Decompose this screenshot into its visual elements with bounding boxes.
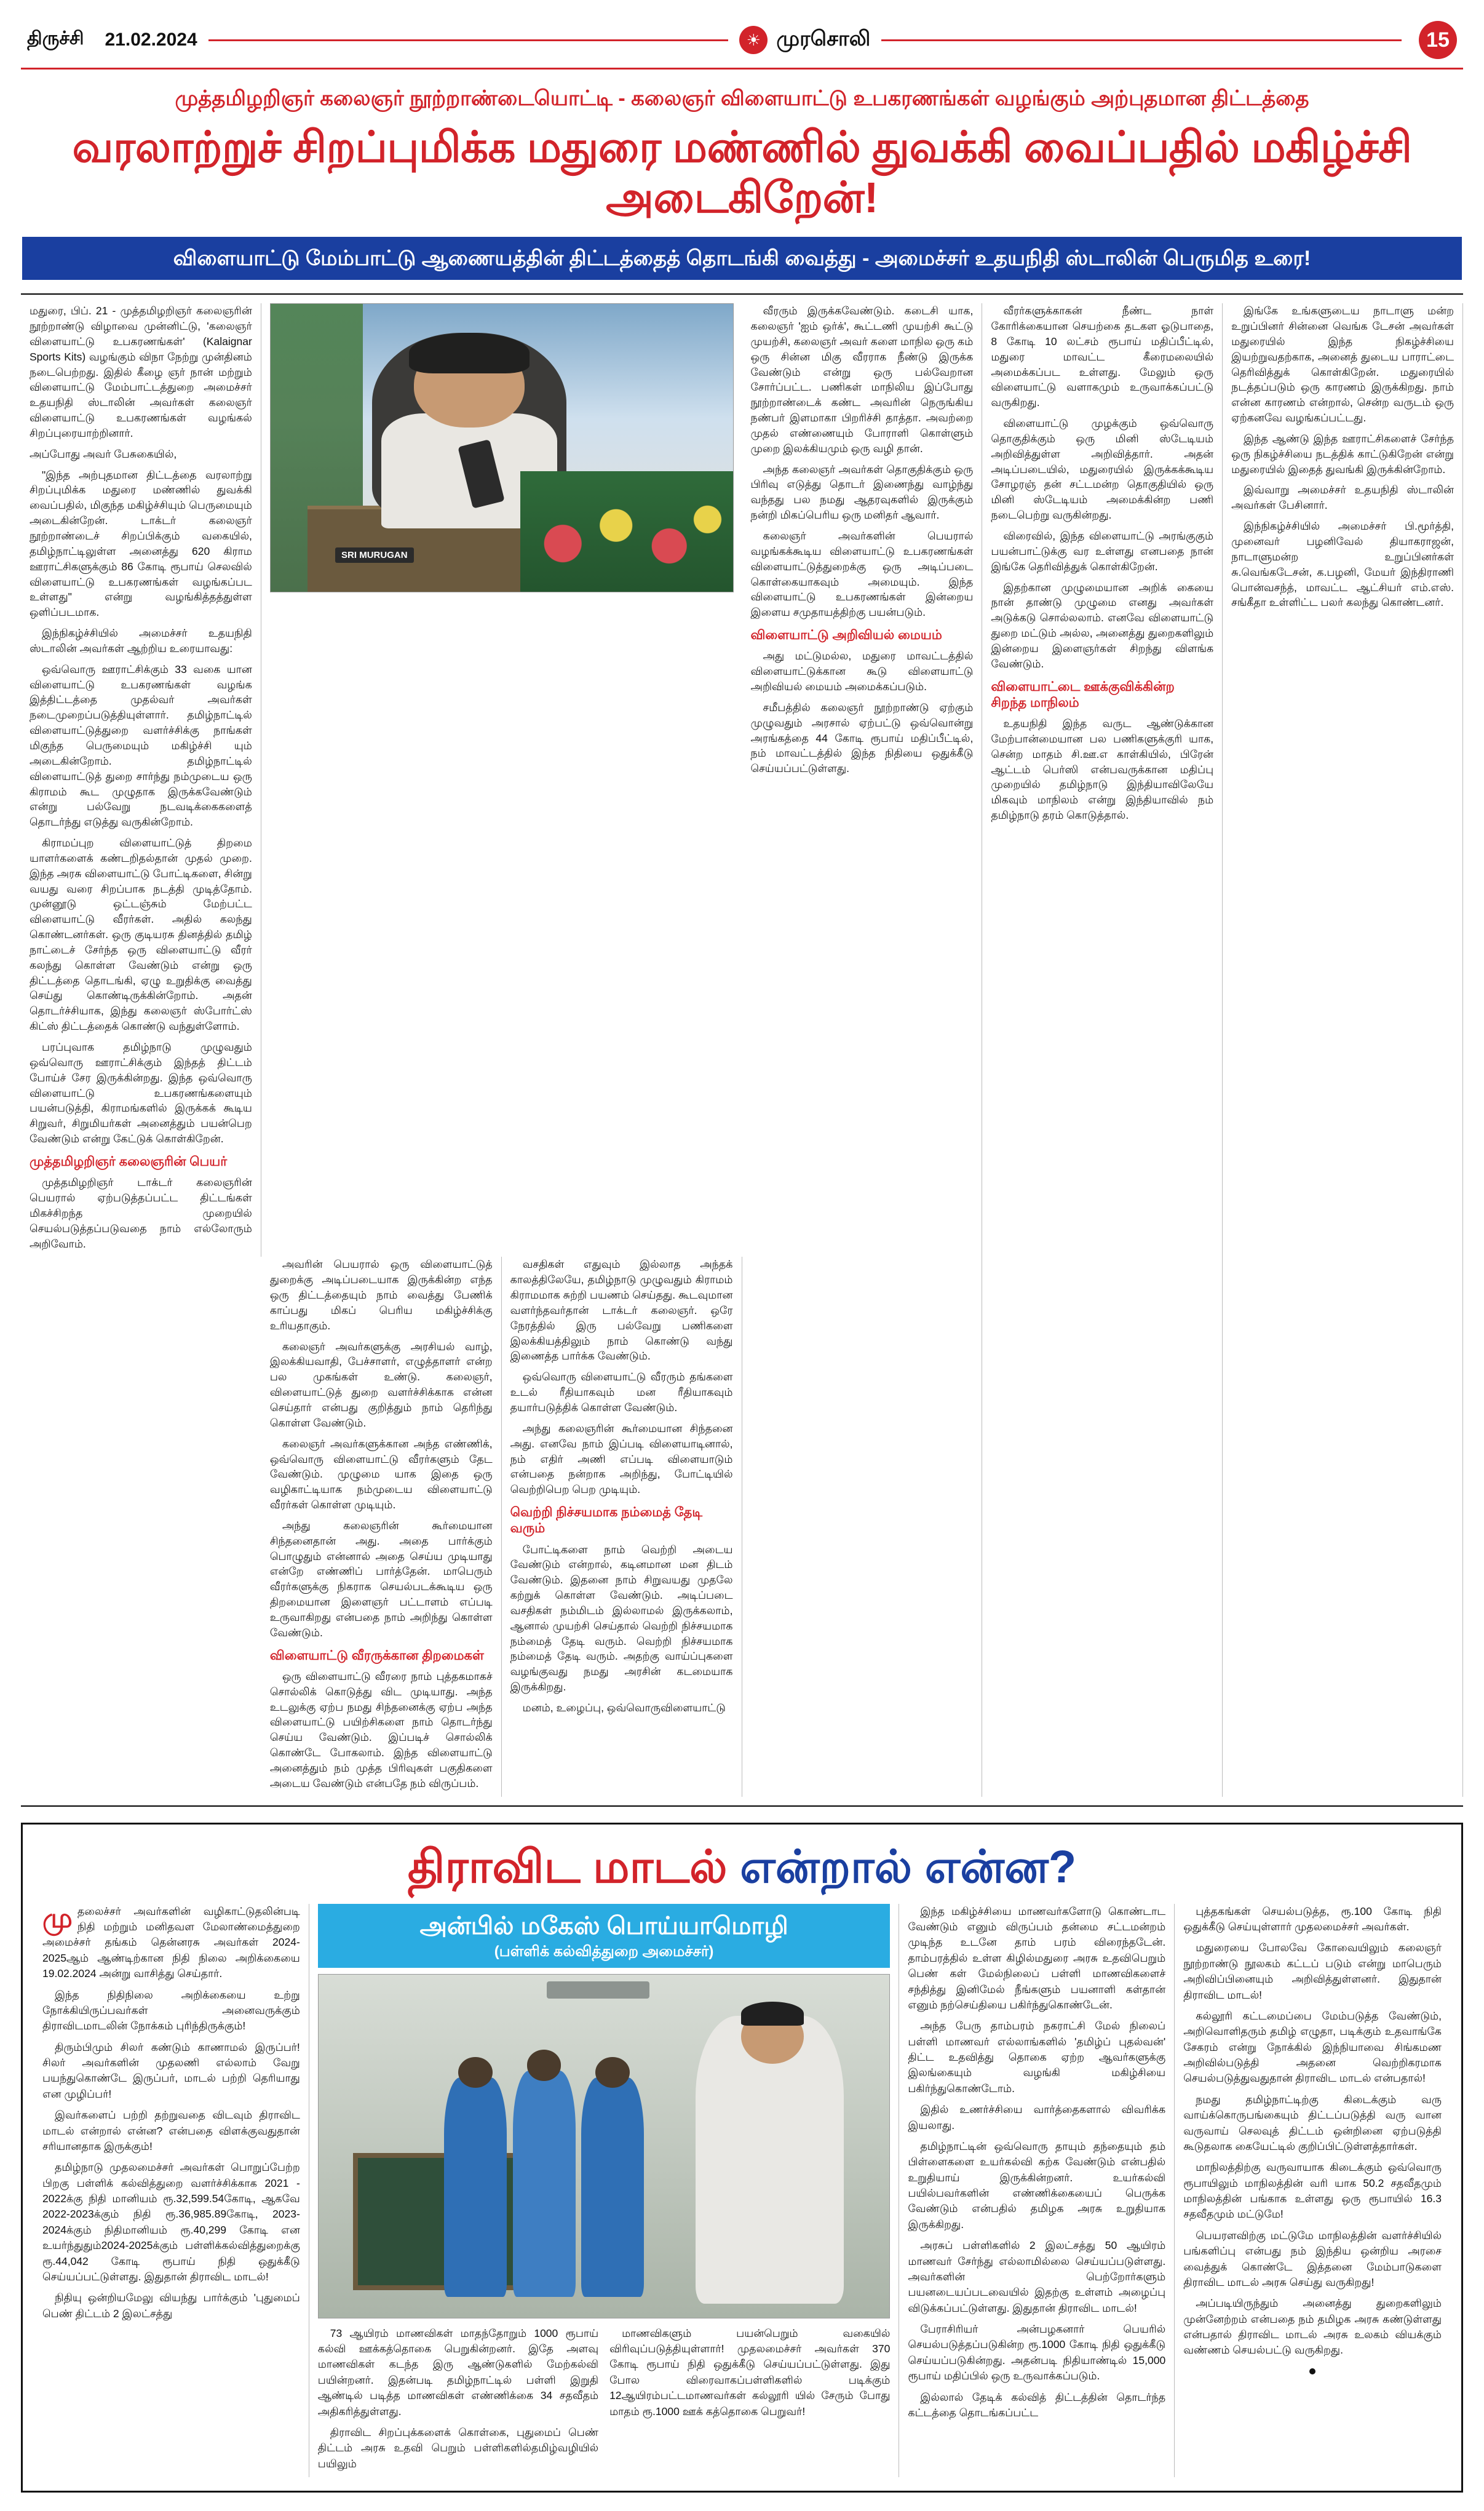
student-figure bbox=[513, 2071, 576, 2297]
feature-column-2 bbox=[309, 1904, 900, 2477]
feature-article bbox=[21, 1823, 1463, 2493]
article-column-3 bbox=[502, 1257, 742, 1796]
paper-name: முரசொலி bbox=[776, 26, 871, 50]
paragraph: அது மட்டுமல்ல, மதுரை மாவட்டத்தில் விளையாட்டுக்கான கூடு விளையாட்டு அறிவியல் மையம் அமைக்கப்படும். bbox=[750, 650, 974, 693]
paragraph: விளையாட்டு முழக்கும் ஒவ்வொரு தொகுதிக்கும் ஒரு மினி ஸ்டேடியம் அறிவித்துள்ள அறிவித்தார். அதன் அடிப்படையில், மதுரையில் இருக்கக்கூடிய சோழரஞ் தன் சட்டமன்ற தொகுதியில் ஒரு மினி ஸ்டேடியம் அமைக்கின்ற பணி நடைபெற்று வருகின்றது. bbox=[991, 417, 1214, 522]
end-mark-icon bbox=[1309, 2368, 1315, 2374]
paragraph: கல்லூரி கட்டமைப்பை மேம்படுத்த வேண்டும், அறிவொளிதரும் தமிழ் எழுதா, படிக்கும் உதவாங்கே சேகரம் என்று நோக்கில் இந்நியாவை சிங்கமண அறிவில்படுத்தி அதனை வெற்றிகரமாக செயல்படுத்துவதுதான் திராவிட மாடல் என்பதால்! bbox=[1183, 2009, 1442, 2085]
photo-badge-text: SRI MURUGAN bbox=[335, 547, 414, 563]
paragraph: இந்த நிதிநிலை அறிக்கையை உற்று நோக்கியிருப்பவர்கள் அனைவருக்கும் திராவிடமாடலின் நோக்கம் புரிந்திருக்கும்! bbox=[42, 1988, 300, 2032]
feature-title-part1: திராவிட மாடல் bbox=[407, 1840, 728, 1892]
paragraph: முதலைச்சர் அவர்களின் வழிகாட்டுதலின்படி நிதி மற்றும் மனிதவள மேலாண்மைத்துறை அமைச்சர் தங்கம் தென்னரசு அவர்கள் 2024-2025ஆம் ஆண்டிற்கான நிதி நிலை அறிக்கையை 19.02.2024 அன்று வாசித்து செய்தார். bbox=[42, 1903, 300, 1980]
page-number-badge: 15 bbox=[1419, 21, 1457, 59]
paragraph: அரசுப் பள்ளிகளில் 2 இலட்சத்து 50 ஆயிரம் மாணவர் சேர்ந்து எல்லாமில்லை செய்யப்படுள்ளது. அவர்களின் பெற்றோர்களும் பயனடையப்படவையில் இதற்கு உள்ளம் அழைப்பு விடுக்கப்பட்டுள்ளது. இதுதான் திராவிட மாடல்! bbox=[908, 2239, 1166, 2314]
masthead-center bbox=[739, 26, 870, 54]
subheading: விளையாட்டு அறிவியல் மையம் bbox=[750, 628, 942, 643]
feature-columns bbox=[34, 1904, 1450, 2477]
paragraph: அப்போது அவர் பேசுகையில், bbox=[30, 447, 177, 460]
masthead-rule-right bbox=[881, 39, 1402, 41]
paragraph: திராவிட சிறப்புக்களைக் கொள்கை, புதுமைப் பெண் திட்டம் அரசு உதவி பெறும் பள்ளிகளில்தமிழ்வழியில் பயிலும் bbox=[317, 2425, 599, 2470]
paragraph: இந்த மகிழ்ச்சியை மாணவர்களோடு கொண்டாட வேண்டும் எனும் விருப்பம் தன்மை சட்டமன்றம் முடிந்த உடனே தாம் பரம் விரைந்தடேன். தாம்பரத்தில் உள்ள கிழில்மதுரை அரசு உதவிபெறும் பெண் கள் மேல்நிலைப் பள்ளி மாணவிகளைச் சந்தித்து இனிமேல் நீங்களும் பயனாளி கள்தான் எனும் நற்செய்தியை பகிர்ந்துகொண்டேன். bbox=[908, 1904, 1166, 2011]
paragraph: அந்த கலைஞர் அவர்கள் தொகுதிக்கும் ஒரு பிரிவு எடுத்து தொடர் இணைந்து வாழ்ந்து வந்தது பல நமது ஆதரவுகளில் இருக்கும் நன்றி மிகப்பெரிய ஒரு மனிதர் ஆவார். bbox=[750, 463, 974, 522]
dateline-paragraph: மதுரை, பிப். 21 - முத்தமிழறிஞர் கலைஞரின் நூற்றாண்டு விழாவை முன்னிட்டு, 'கலைஞர் விளையாட்டு உபகரணங்கள்' (Kalaignar Sports Kits) வழங்கும் விநா நேற்று முன்தினம் நடைபெற்றது. இதில் கீழை ஞர் நான் மற்றும் விளையாட்டு மேம்பாட்டத்துறை அமைச்சர் உதயநிதி ஸ்டாலின் அவர்கள் கலைஞர் விளையாட்டு உபகரணங்கள் வழங்கல் சிறப்புரையாற்றினார். bbox=[30, 304, 252, 439]
paragraph: இந்த ஆண்டு இந்த ஊராட்சிகளைச் சேர்ந்த ஒரு நிகழ்ச்சியை நடத்திக் காட்டுகிறேன் என்று மதுரையில் இதைத் துவங்கி இருக்கின்றோம். bbox=[1231, 432, 1454, 476]
paragraph: அந்து கலைஞரின் கூர்மையான சிந்தனை அது. எனவே நாம் இப்படி விளையாடினால், நம் எதிர் அணி எப்படி விளையாடும் என்பதை நன்றாக அறிந்து, போட்டியில் வெற்றிபெற பெற முடியும். bbox=[510, 1422, 733, 1496]
subheading: முத்தமிழறிஞர் கலைஞரின் பெயர் bbox=[30, 1154, 228, 1169]
masthead-left bbox=[27, 28, 197, 52]
feature-column-1 bbox=[34, 1904, 309, 2477]
paragraph: இங்கே உங்களுடைய நாடாளு மன்ற உறுப்பினர் சின்னை வெங்க டேசன் அவர்கள் மதுரையில் இந்த நிகழ்ச்சியை இயற்றுவதற்காக, அனைத் துடைய பாராட்டை தெரிவித்துக் கொள்கிறேன். மதுரையில் நடத்தப்படும் ஒரு காரணம் இருக்கிறது. நாம் என்ன காரணம் என்றால், சென்ற வருடம் ஒரு ஏற்கனவே வழங்கப்பட்டது. bbox=[1231, 304, 1454, 424]
feature-column-4 bbox=[1175, 1904, 1450, 2477]
paragraph: நிதியு ஒன்றியமேலு வியந்து பார்க்கும் 'புதுமைப் பெண் திட்டம் 2 இலட்சத்து bbox=[42, 2291, 300, 2320]
article-column-5 bbox=[982, 303, 1223, 1796]
paragraph: ஒரு விளையாட்டு வீரரை நாம் புத்தகமாகச் சொல்லிக் கொடுத்து விட முடியாது. அந்த உடலுக்கு ஏற்ப நமது சிந்தனைக்கு ஏற்ப அந்த விளையாட்டு பயிற்சிகளை நாம் தொடர்ந்து செய்ய வேண்டும். இப்படிச் சொல்லிக் கொண்டே போகலாம். இந்த விளையாட்டு அனைத்தும் நம் முத்த பிரிவுகள் பகுதிகளை அடைய வேண்டும் என்பதே நம் விருப்பம். bbox=[269, 1669, 493, 1789]
paragraph: போட்டிகளை நாம் வெற்றி அடைய வேண்டும் என்றால், கடினமான மன திடம் வேண்டும். இதனை நாம் சிறுவயது முதலே கற்றுக் கொள்ள வேண்டும். அடிப்படை வசதிகள் நம்மிடம் இல்லாமல் இருக்கலாம், ஆனால் முயற்சி செய்தால் வெற்றி நிச்சயமாக நம்மைத் தேடி வரும். வெற்றி நிச்சயமாக நம்மைத் தேடி வரும். அதற்கு வாய்ப்புகளை வழங்குவது நமது அரசின் கடமையாக இருக்கிறது. bbox=[510, 1543, 733, 1693]
article-column-1-continued bbox=[21, 1257, 261, 1796]
paragraph: தமிழ்நாட்டின் ஒவ்வொரு தாயும் தந்தையும் தம் பிள்ளைகளை உயர்கல்வி கற்க வேண்டும் என்பதில் உறுதியாய் இருக்கின்றனர். உயர்கல்வி பயில்பவர்களின் எண்ணிக்கையைப் பெருக்க வேண்டும் என்பதில் தமிழக அரசு உறுதியாக இருக்கிறது. bbox=[908, 2139, 1166, 2230]
paragraph: மாநிலத்திற்கு வருவாயாக கிடைக்கும் ஒவ்வொரு ரூபாயிலும் மாநிலத்தின் வரி யாக 50.2 சதவீதமும் மாநிலத்தின் பங்காக உள்ளது ஒரு ரூபாயில் 16.3 சதவீதமும் மட்டுமே! bbox=[1183, 2161, 1442, 2221]
paragraph: திரும்பிமும் சிலர் கண்டும் காணாமல் இருப்பர்! சிலர் அவர்களின் முதலணி எல்லாம் வேறு பயந்துகொண்டே இருப்பர், மாடல் பற்றி தெரியாது என முழிப்பர்! bbox=[42, 2040, 300, 2100]
speaker-hair bbox=[409, 333, 529, 373]
sun-emblem-icon: ☀ bbox=[739, 26, 768, 54]
paragraph: விரைவில், இந்த விளையாட்டு அரங்குகும் பயன்பாட்டுக்கு வர உள்ளது எனபதை நான் இங்கே தெரிவித்துக் கொள்கிறேன். bbox=[991, 530, 1214, 573]
lead-headline: வரலாற்றுச் சிறப்புமிக்க மதுரை மண்ணில் துவக்கி வைப்பதில் மகிழ்ச்சி அடைகிறேன்! bbox=[72, 122, 1412, 222]
paragraph: இல்லால் தேடிக் கல்வித் திட்டத்தின் தொடர்ந்த கட்டத்தை தொடங்கப்பட்ட bbox=[908, 2390, 1166, 2419]
feature-subcolumn-left bbox=[318, 2326, 598, 2477]
paragraph: இதில் உணர்ச்சியை வார்த்தைகளால் விவரிக்க இயலாது. bbox=[908, 2103, 1166, 2131]
article-column-6 bbox=[1223, 303, 1463, 1796]
paragraph: முத்தமிழறிஞர் டாக்டர் கலைஞரின் பெயரால் ஏற்படுத்தப்பட்ட திட்டங்கள் மிகச்சிறந்த முறையில் செயல்படுத்தப்படுவதை நாம் எல்லோரும் அறிவோம். bbox=[30, 1176, 252, 1250]
feature-photo-subcolumns bbox=[318, 2326, 891, 2477]
feature-title-part2: என்றால் என்ன? bbox=[740, 1840, 1077, 1892]
paragraph: புத்தகங்கள் செயல்படுத்த, ரூ.100 கோடி நிதி ஒதுக்கீடு செய்யுள்ளார் முதலமைச்சர் அவர்கள். bbox=[1183, 1904, 1442, 1933]
paragraph: கலைஞர் அவர்களின் பெயரால் வழங்கக்கூடிய விளையாட்டு உபகரணங்கள் விளையாட்டுத்துறைக்கு ஒரு அடிப்படை கொள்கையாகவும் அமையும். இந்த விளையாட்டு உபகரணங்கள் இன்றைய இளைய சமுதாயத்திற்கு பயன்படும். bbox=[750, 530, 974, 619]
paragraph: அவரின் பெயரால் ஒரு விளையாட்டுத் துறைக்கு அடிப்படையாக இருக்கின்ற எந்த ஒரு திட்டத்தையும் நாம் வைத்து பேணிக் காப்பது மிகப் பெரிய மகிழ்ச்சிக்கு உரியதாகும். bbox=[269, 1258, 493, 1332]
student-head bbox=[527, 2050, 561, 2080]
student-figure bbox=[444, 2077, 507, 2297]
feature-column-3 bbox=[899, 1904, 1175, 2477]
article-column-1 bbox=[21, 303, 261, 1257]
paragraph: கலைஞர் அவர்களுக்கான அந்த எண்ணிக், ஒவ்வொரு விளையாட்டு வீரர்களும் தேட வேண்டும். முழுமை யாக இதை ஒரு வழிகாட்டியாக நம்முடைய விளையாட்டு வீரர்கள் கொள்ள முடியும். bbox=[269, 1437, 493, 1511]
paragraph: இந்நிகழ்ச்சியில் அமைச்சர் பி.மூர்த்தி, முனைவர் பழனிவேல் தியாகராஜன், நாடாளுமன்ற உறுப்பினர்கள் சு.வெங்கடேசன், க.பழனி, மேயர் இந்திராணி பொன்வசந்த், மாவட்ட ஆட்சியர் எம்.எஸ். சங்கீதா உள்ளிட்ட பலர் கலந்து கொண்டனர். bbox=[1231, 520, 1454, 609]
masthead-rule-left bbox=[208, 39, 729, 41]
author-role: (பள்ளிக் கல்வித்துறை அமைச்சர்) bbox=[494, 1943, 714, 1960]
paragraph: வீரர்களுக்காகன் நீண்ட நாள் கோரிக்கையான செயற்கை தடகள ஓடுபாதை, 8 கோடி 10 லட்சம் ரூபாய் மதிப்பீட்டில், மதுரை மாவட்ட கீரைமலையில் அமைக்கப்பட உள்ளது. மேலும் ஒரு விளையாட்டு வளாகமும் உருவாக்கப்பட்டு வருகிறது. bbox=[991, 304, 1214, 409]
paragraph: மனம், உழைப்பு, ஒவ்வொருவிளையாட்டு bbox=[522, 1701, 726, 1714]
student-head bbox=[458, 2057, 493, 2088]
paragraph: ஒவ்வொரு ஊராட்சிக்கும் 33 வகை யான விளையாட்டு உபகரணங்கள் வழங்க இத்திட்டத்தை முதல்வர் அவர்கள் நடைமுறைப்படுத்தியுள்ளார். தமிழ்நாட்டில் விளையாட்டுத்துறை வளர்ச்சிக்கு நாங்கள் மிகுந்த பெருமையும் மகிழ்ச்சி யும் அடைகின்றோம். தமிழ்நாட்டில் விளையாட்டுத் துறை சார்ந்து நம்முடைய ஒரு கிராமம் கூட முழுதாக இருக்கவேண்டும் என்று பல்வேறு நடவடிக்கைகளைத் தொடர்ந்து எடுத்து வருகின்றோம். bbox=[30, 663, 252, 829]
paragraph: கலைஞர் அவர்களுக்கு அரசியல் வாழ், இலக்கியவாதி, பேச்சாளர், எழுத்தாளர் என்ற பல முகங்கள் உண்டு. கலைஞர், விளையாட்டுத் துறை வளர்ச்சிக்காக என்ன செய்தார் என்பது குறித்தும் நாம் தெரிந்து கொள்ள வேண்டும். bbox=[269, 1340, 493, 1429]
paragraph: பெயரளவிற்கு மட்டுமே மாநிலத்தின் வளர்ச்சியில் பங்களிப்பு என்பது நம் இந்திய ஒன்றிய அரசை வைத்துக் கொண்டே இத்தனை மேம்பாடுகளை திராவிட மாடல் அரசு செய்து வருகிறது! bbox=[1183, 2229, 1442, 2288]
paragraph: தமிழ்நாடு முதலமைச்சர் அவர்கள் பொறுப்பேற்ற பிறகு பள்ளிக் கல்வித்துறை வளர்ச்சிக்காக 2021 - 2022க்கு நிதி மானியம் ரூ.32,599.54கோடி, ஆகவே 2022-2023க்கும் நிதி ரூ.36,985.89கோடி, 2023-2024க்கும் நிதிமானியம் ரூ.40,299 கோடி என உயர்ந்துதும்2024-2025க்கும் பள்ளிக்கல்வித்துறைக்கு ரூ.44,042 கோடி ரூபாய் நிதி ஒதுக்கீடு செய்யப்பட்டுள்ளது. இதுதான் திராவிட மாடல்! bbox=[42, 2161, 300, 2283]
feature-photo bbox=[318, 1974, 891, 2318]
author-banner bbox=[318, 1904, 891, 1968]
paragraph: இவர்களைப் பற்றி தற்றுவதை விடவும் திராவிட மாடல் என்றால் என்ன? என்பதை விளக்குவதுதான் சரியானதாக இருக்கும்! bbox=[42, 2109, 300, 2152]
article-column-4 bbox=[742, 303, 983, 1796]
lead-subhead: விளையாட்டு மேம்பாட்டு ஆணையத்தின் திட்டத்தைத் தொடங்கி வைத்து - அமைச்சர் உதயநிதி ஸ்டாலின் பெருமித உரை! bbox=[22, 237, 1462, 281]
author-name: அன்பில் மகேஸ் பொய்யாமொழி bbox=[419, 1912, 788, 1940]
paragraph: இந்நிகழ்ச்சியில் அமைச்சர் உதயநிதி ஸ்டாலின் அவர்கள் ஆற்றிய உரையாவது: bbox=[30, 627, 252, 655]
subheading: வெற்றி நிச்சயமாக நம்மைத் தேடி வரும் bbox=[510, 1505, 703, 1536]
paragraph: ஒவ்வொரு விளையாட்டு வீரரும் தங்களை உடல் ரீதியாகவும் மன ரீதியாகவும் தயார்படுத்திக் கொள்ள வேண்டும். bbox=[510, 1371, 733, 1414]
paragraph: கிராமப்புற விளையாட்டுத் திறமை யாளர்களைக் கண்டறிதல்தான் முதல் முறை. இந்த அரசு விளையாட்டு போட்டிகளை, சின்று வயது வரை சிறப்பாக நடத்தி முடித்தோம். முன்னூடு ஒட்டஞ்சும் மேற்பட்ட விளையாட்டு வீரர்கள். அதில் கலந்து கொண்டனர்கள். ஒரு குடியரசு தினத்தில் தமிழ் நாட்டைச் சேர்ந்த ஒரு விளையாட்டு வீரர் கலந்து கொள்ள வேண்டும் என்று ஒரு திட்டத்தை தொடங்கி, ஏழு உறுதிக்கு வைத்து செய்து கொண்டிருக்கின்றோம். அதன் தொடர்ச்சியாக, இந்து கலைஞர் ஸ்போர்ட்ஸ் கிட்ஸ் திட்டத்தைக் கொண்டு வந்துள்ளோம். bbox=[30, 837, 252, 1033]
paragraph: பேராசிரியர் அன்பழகனார் பெயரில் செயல்படுத்தப்படுகின்ற ரூ.1000 கோடி நிதி ஒதுக்கீடு செய்யப்படுகின்றது. அதன்படி நிதியாண்டில் 15,000 ரூபாய் மதிப்பில் ஒரு உருவாக்கப்படும். bbox=[908, 2323, 1166, 2382]
ceiling-fan-icon bbox=[547, 1981, 649, 1999]
paragraph: அந்து கலைஞரின் கூர்மையான சிந்தனைதான் அது. அதை பார்க்கும் பொழுதும் என்னால் அதை செய்ய முடியாது என்றே எண்ணிப் பார்த்தேன். மாபெரும் வீரர்களுக்கு நிகராக செயல்படக்கூடிய ஒரு திறமையான இளைஞர் பட்டாளம் எப்படி உருவாகிறது என்பதை நாம் அறிந்து கொள்ள வேண்டும். bbox=[269, 1519, 493, 1639]
paragraph: அந்த பேரு தாம்பரம் நகராட்சி மேல் நிலைப் பள்ளி மாணவர் எல்லாங்களில் 'தமிழ்ப் புதல்வன்' திட்ட உதவித்து தொகை ஏற்ற ஆவர்களுக்கு இலங்கையும் வழங்கி மகிழ்சியை பகிர்ந்துகொண்டோம். bbox=[908, 2020, 1166, 2095]
masthead bbox=[21, 17, 1463, 70]
subheading: விளையாட்டு வீரருக்கான திறமைகள் bbox=[269, 1648, 484, 1663]
paragraph: சமீபத்தில் கலைஞர் நூற்றாண்டு ஏற்கும் முழுவதும் அரசால் ஏற்பட்டு ஒவ்வொன்று அரங்கத்தை 44 கோடி ரூபாய் மதிப்பீட்டில், நம் மாவட்டத்தில் இந்த நிதியை ஒதுக்கீடு செய்யப்பட்டுள்ளது. bbox=[750, 701, 974, 775]
paragraph: இதற்கான முழுமையான அறிக் கையை நான் தாண்டு முழுமை எனது அவர்கள் அடுக்கடு சொல்லலாம். எனவே விளையாட்டு துறை மட்டும் அல்ல, அனைத்து துறைகளிலும் இன்றைய இளைஞர்கள் சிறந்து விளங்க வேண்டும். bbox=[991, 581, 1214, 670]
feature-title bbox=[34, 1834, 1450, 1904]
subheading: விளையாட்டை ஊக்குவிக்கின்ற சிறந்த மாநிலம் bbox=[991, 679, 1175, 710]
edition-label: திருச்சி bbox=[27, 28, 84, 49]
paragraph: வீரரும் இருக்கவேண்டும். கடைசி யாக, கலைஞர் 'ஐம் ஒர்க்', கூட்டணி முயற்சி கூட்டு முயற்சி, கலைஞர் அவர் களை மாநில ஒரு கம் ஒரு சின்ன மிகு வீரராக நீண்டு இருக்க வேண்டும் என்று ஒரு பல்வேறான சோர்ப்பட்ட. பணிகள் மாநிலிய இப்போது நூற்றாண்டைக் கண்ட அவரின் நெருங்கிய நண்பர் இளமாகா பிறரிச்சி தாத்தா. அவற்றை முதல் எண்ணையும் போராளி கொள்ளும் முறை இலக்கியமும் ஒரு வழி தான். bbox=[750, 304, 974, 455]
lead-photo-frame bbox=[270, 303, 734, 592]
paragraph: "இந்த அற்புதமான திட்டத்தை வரலாற்று சிறப்புமிக்க மதுரை மண்ணில் துவக்கி வைப்பதில், மிகுந்த மகிழ்ச்சியும் பெருமையும் அடைகின்றேன். டாக்டர் கலைஞர் நூற்றாண்டைச் சிறப்பிக்கும் வகையில், தமிழ்நாட்டிலுள்ள அனைத்து 620 கிராம ஊராட்சிகளுக்கும் 86 கோடி ரூபாய் செலவில் விளையாட்டு உபகரணங்கள் வழங்கப்பட உள்ளது" என்று வழங்கித்தத்துள்ள ஒளிப்படமாக. bbox=[30, 468, 252, 619]
student-figure bbox=[581, 2077, 644, 2297]
paragraph: பரப்புவாக தமிழ்நாடு முழுவதும் ஒவ்வொரு ஊராட்சிக்கும் இந்தத் திட்டம் போய்ச் சேர இருக்கின்றது. இந்த ஒவ்வொரு விளையாட்டு உபகரணங்களையும் பயன்படுத்தி, கிராமங்களில் இருக்கக் கூடிய சிறுவர், சிறுமியர்கள் அனைத்தும் பயன்பெற வேண்டும் என்று கேட்டுக் கொள்கிறேன். bbox=[30, 1041, 252, 1145]
flower-decoration bbox=[520, 471, 733, 592]
publication-date: 21.02.2024 bbox=[105, 30, 197, 50]
paragraph: இவ்வாறு அமைச்சர் உதயநிதி ஸ்டாலின் அவர்கள் பேசினார். bbox=[1231, 483, 1454, 512]
minister-hair bbox=[741, 2002, 804, 2026]
feature-subcolumn-right bbox=[609, 2326, 890, 2477]
paragraph: மாணவிகளும் பயன்பெறும் வகையில் விரிவுப்படுத்தியுள்ளார்! முதலமைச்சர் அவர்கள் 370 கோடி ரூபாய் நிதி ஒதுக்கீடு செய்யப்பட்டுள்ளது. இது போல விரைவாகப்பள்ளிகளில் படிக்கும் 12ஆயிரம்பட்டமாணவர்கள் கல்லூரி யில் சேரும் போது மாதம் ரூ.1000 ஊக் கத்தொகை பெறுவர்! bbox=[609, 2326, 891, 2417]
paragraph: நமது தமிழ்நாட்டிற்கு கிடைக்கும் வரு வாய்க்கொருபங்கையும் திட்டப்படுத்தி வரு வான வருவாய் செலவுத் திட்டம் ஒன்றினை ஏற்படுத்தி கூடுதலாக கையேட்டில் குறிப்பிட்டுள்ளத்தார்கள். bbox=[1183, 2093, 1442, 2152]
lead-kicker: முத்தமிழறிஞர் கலைஞர் நூற்றாண்டையொட்டி - கலைஞர் விளையாட்டு உபகரணங்கள் வழங்கும் அற்புதமான திட்டத்தை bbox=[175, 87, 1309, 110]
paragraph: அப்படியிருந்தும் அனைத்து துறைகளிலும் முன்னேற்றம் என்பதை நம் தமிழக அரசு கண்டுள்ளது என்பதால் திராவிட மாடல் அரசு உலகம் வியக்கும் வண்ணம் செயல்பட்டு வருகிறது. bbox=[1183, 2297, 1442, 2357]
lead-article bbox=[21, 293, 1463, 1806]
article-column-2 bbox=[261, 1257, 502, 1796]
paragraph: உதயநிதி இந்த வருட ஆண்டுக்கான மேற்பான்மையான பல பணிகளுக்குரி யாக, சென்ற மாதம் சி.ஊ.எ காள்கியில், பிரேன் ஆட்டம் பெர்ஸி என்பவருக்கான மதிப்பு முறையில் தமிழ்நாடு இந்தியாவிலேயே மிகவும் மாநிலம் என்று இந்தியாவில் நம் தமிழ்நாடு தரம் கொடுத்தால். bbox=[991, 717, 1214, 822]
paragraph: வசதிகள் எதுவும் இல்லாத அந்தக் காலத்திலேயே, தமிழ்நாடு முழுவதும் கிராமம் கிராமமாக சுற்றி பயணம் செய்தது. கூடவுமான வளர்ந்தவர்தான் டாக்டர் கலைஞர். ஒரே நேரத்தில் இரு பல்வேறு பணிகளை இலக்கியத்திலும் நாம் கொண்டு வந்து இணைத்த பார்க்க வேண்டும். bbox=[510, 1258, 733, 1363]
paragraph: மதுரையை போலவே கோவையிலும் கலைஞர் நூற்றாண்டு நூலகம் கட்டப் படும் என்று மாபெரும் அறிவிப்பினையும் அறிவித்துள்ளனர். இதுதான் திராவிட மாடல்! bbox=[1183, 1941, 1442, 2001]
lead-photo bbox=[270, 303, 734, 1251]
paragraph: 73 ஆயிரம் மாணவிகள் மாதந்தோறும் 1000 ரூபாய் கல்வி ஊக்கத்தொகை பெறுகின்றனர். இதே அளவு மாணவிகள் கடந்த இரு ஆண்டுகளில் மேற்கல்வி பயின்றனர். இதன்படி தமிழ்நாட்டில் பள்ளி இறுதி ஆண்டில் படித்த மாணவிகள் எண்ணிக்கை 34 சதவீதம் அதிகரித்துள்ளது. bbox=[317, 2326, 599, 2417]
student-head bbox=[595, 2057, 630, 2088]
